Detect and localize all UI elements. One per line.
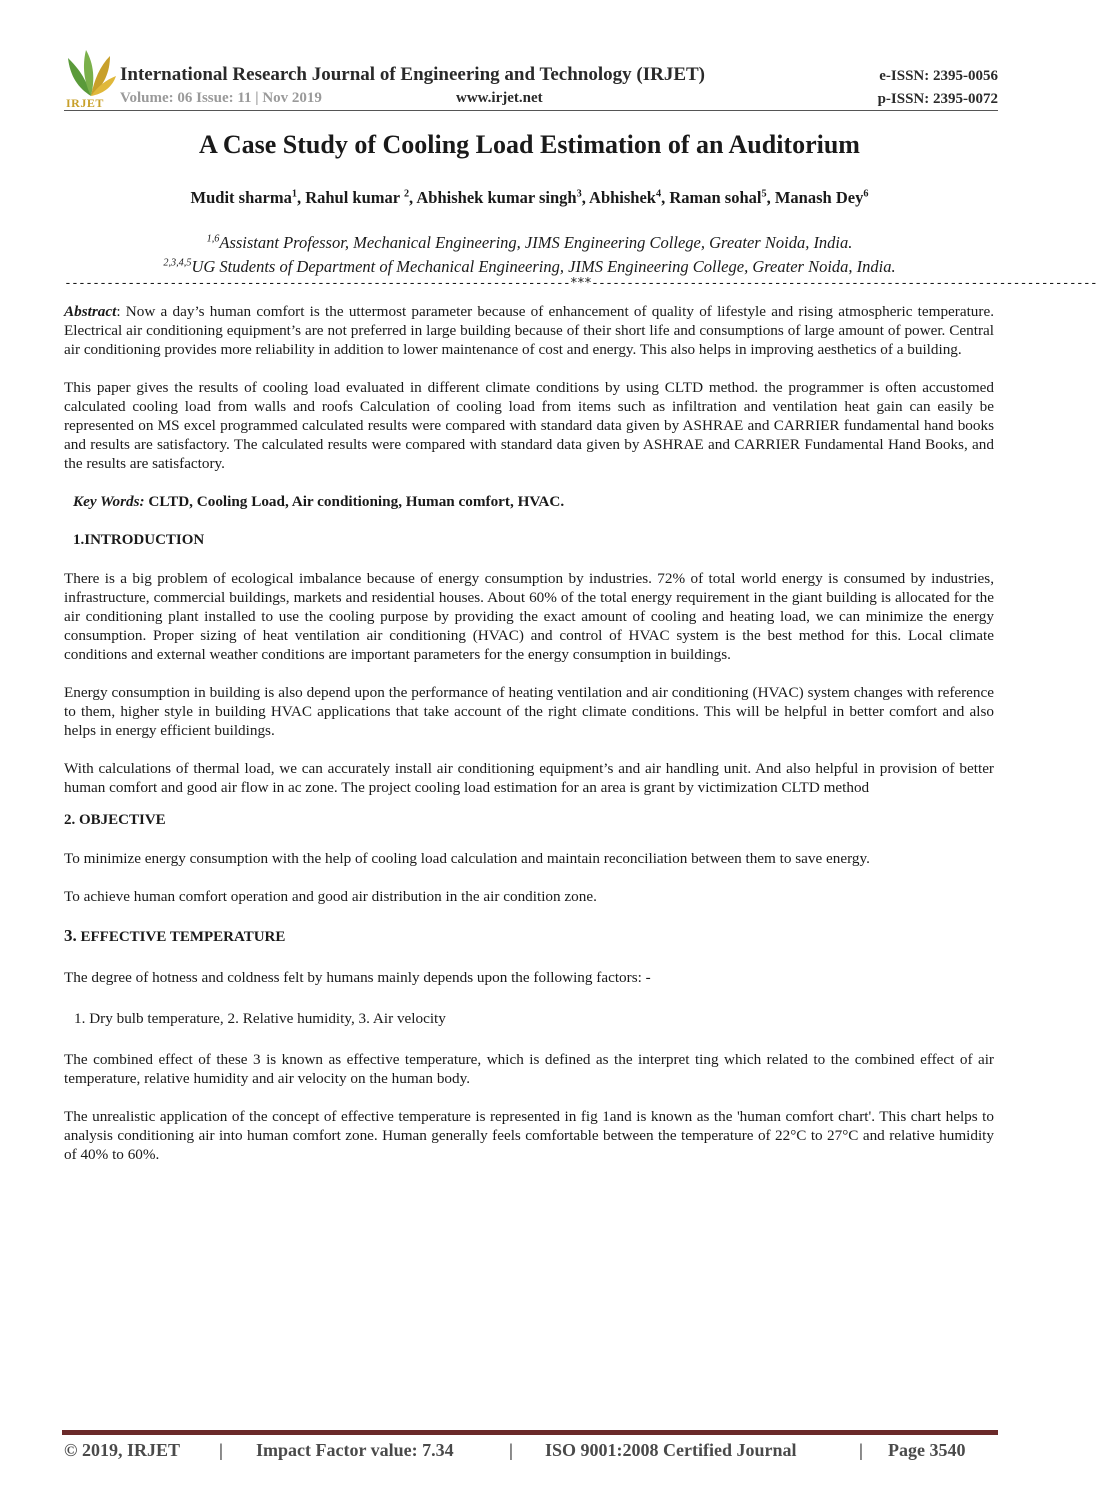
body-paragraph: Energy consumption in building is also depend upon the performance of heating ventilation and air conditioning (HVAC) system changes with reference to them, higher style in building HVAC applications that take account of the right climate conditions. This will be helpful in better comfort and also helps in energy efficient buildings.: [64, 684, 994, 739]
author: Mudit sharma$^1$,: [190, 188, 306, 207]
footer-impact-factor: Impact Factor value: 7.34: [256, 1440, 454, 1460]
footer-separator: |: [509, 1440, 513, 1460]
body-paragraph: The unrealistic application of the concept of effective temperature is represented in fig 1and is known as the 'human comfort chart'. This chart helps to analysis conditioning air into human comfort zone. Human generally feels comfortable between the temperature of 22°C to 27°C and relative humidity of 40% to 60%.: [64, 1108, 994, 1163]
body-paragraph: The degree of hotness and coldness felt by humans mainly depends upon the following factors: -: [64, 969, 651, 986]
author: Abhishek kumar singh$^3$,: [416, 188, 590, 207]
body-paragraph: With calculations of thermal load, we can accurately install air conditioning equipment’s and air handling unit. And also helpful in provision of better human comfort and good air flow in ac zone. The project cooling load estimation for an area is grant by victimization CLTD method: [64, 760, 994, 796]
footer-copyright: © 2019, IRJET: [64, 1440, 180, 1460]
logo-text: IRJET: [66, 96, 104, 110]
affiliation: $^{2,3,4,5}$UG Students of Department of Mechanical Engineering, JIMS Engineering College, Greater Noida, India.: [163, 257, 896, 276]
journal-website[interactable]: www.irjet.net: [456, 90, 543, 106]
leaf-logo-icon: [64, 48, 118, 98]
p-issn: p-ISSN: 2395-0072: [877, 91, 998, 107]
journal-title: International Research Journal of Engineering and Technology (IRJET): [120, 64, 706, 85]
volume-issue: Volume: 06 Issue: 11 | Nov 2019: [120, 90, 322, 106]
author-list: [0, 188, 1059, 208]
paper-title: A Case Study of Cooling Load Estimation of an Auditorium: [199, 130, 860, 159]
body-paragraph: The combined effect of these 3 is known as effective temperature, which is defined as the interpret ting which related to the combined effect of air temperature, relative humidity and air velocity on the human body.: [64, 1051, 994, 1087]
journal-header: [64, 48, 998, 110]
factor-list: 1. Dry bulb temperature, 2. Relative humidity, 3. Air velocity: [74, 1010, 446, 1027]
header-divider: [64, 110, 998, 111]
footer-separator: |: [219, 1440, 223, 1460]
abstract-paragraph: This paper gives the results of cooling load evaluated in different climate conditions by using CLTD method. the programmer is often accustomed calculated cooling load from walls and roofs Calculation of cooling load from items such as infiltration and ventilation heat gain can easily be represented on MS excel programmed calculated results were compared with standard data given by ASHRAE and CARRIER fundamental hand books and results are satisfactory. The calculated results were compared with standard data given by ASHRAE and CARRIER Fundamental Hand Books, and the results are satisfactory.: [64, 379, 994, 472]
section-heading: 1.INTRODUCTION: [73, 532, 205, 548]
e-issn: e-ISSN: 2395-0056: [879, 68, 998, 84]
body-paragraph: To achieve human comfort operation and good air distribution in the air condition zone.: [64, 888, 597, 905]
footer-iso: ISO 9001:2008 Certified Journal: [545, 1440, 797, 1460]
abstract-paragraph: Abstract: Now a day’s human comfort is the uttermost parameter because of enhancement of quality of lifestyle and rising atmospheric temperature. Electrical air conditioning equipment’s are not preferred in large building because of their short life and consumptions of large amount of power. Central air conditioning provides more reliability in addition to lower maintenance of cost and energy. This also helps in improving aesthetics of a building.: [64, 303, 994, 358]
paper-body: [64, 300, 994, 1164]
abstract-label: Abstract: [64, 303, 117, 320]
footer-page-number: Page 3540: [888, 1440, 966, 1460]
page-footer: [64, 1440, 998, 1464]
section-heading: 3. EFFECTIVE TEMPERATURE: [64, 926, 286, 945]
keywords: Key Words: CLTD, Cooling Load, Air conditioning, Human comfort, HVAC.: [73, 493, 565, 510]
author: Manash Dey$^6$: [774, 188, 869, 207]
dashed-separator: ------------------------------------------------------------------------***------------------------------------------------------------------------: [64, 276, 1097, 291]
author: Rahul kumar $^2$,: [305, 188, 417, 207]
section-heading: 2. OBJECTIVE: [64, 812, 166, 828]
body-paragraph: To minimize energy consumption with the help of cooling load calculation and maintain reconciliation between them to save energy.: [64, 850, 870, 867]
affiliation: $^{1,6}$Assistant Professor, Mechanical Engineering, JIMS Engineering College, Greater Noida, India.: [206, 233, 853, 252]
author: Abhishek$^4$,: [589, 188, 670, 207]
footer-divider: [62, 1430, 998, 1435]
author: Raman sohal$^5$,: [669, 188, 775, 207]
irjet-logo: [64, 48, 118, 110]
body-paragraph: There is a big problem of ecological imbalance because of energy consumption by industries. 72% of total world energy is consumed by industries, infrastructure, commercial buildings, markets and residential houses. About 60% of the total energy requirement in the giant building is allocated for the air conditioning plant installed to use the cooling purpose by providing the exact amount of cooling and heating load, we can minimize the energy consumption. Proper sizing of heat ventilation air conditioning (HVAC) and control of HVAC system is the best method for this. Local climate conditions and external weather conditions are important parameters for the energy consumption in buildings.: [64, 570, 994, 663]
footer-separator: |: [859, 1440, 863, 1460]
